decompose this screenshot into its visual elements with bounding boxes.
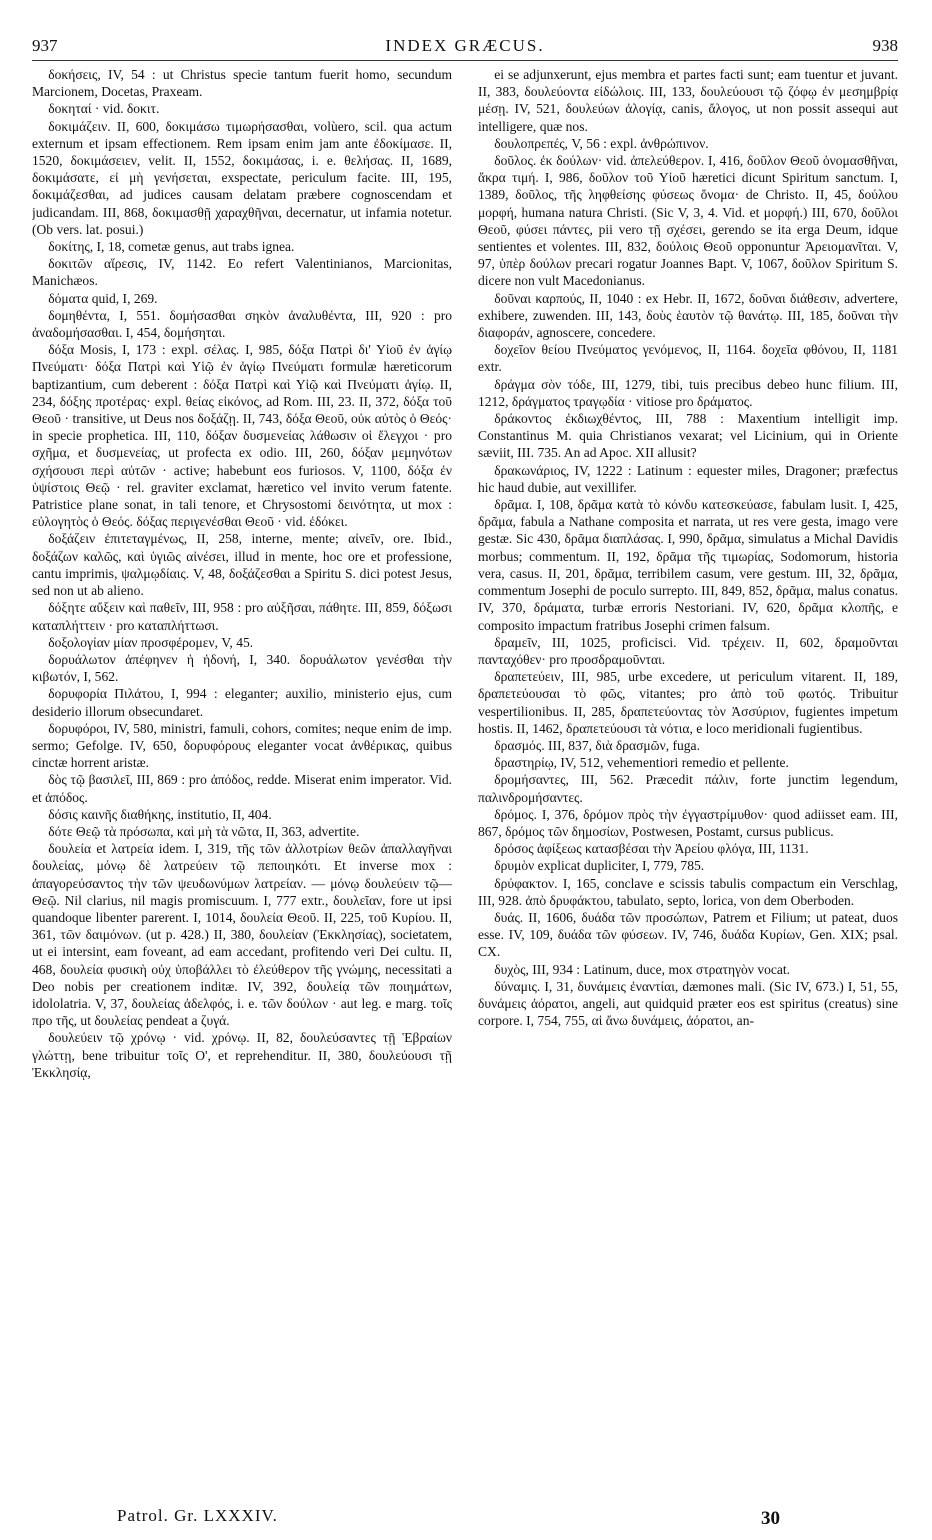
- index-entry: δοχεῖον θείου Πνεύματος γενόμενος, II, 1164. δοχεῖα φθόνου, II, 1181 extr.: [478, 342, 898, 375]
- index-entry: δύναμις. I, 31, δυνάμεις ἐναντίαι, dæmones mali. (Sic IV, 673.) I, 51, 55, δυνάμεις ἀόρατοι, angeli, aut quidquid præter eos est spiritus (creatus) sine corpore. I, 754, 755, αἱ ἄνω δυνάμεις, ἀόρατοι, an-: [478, 978, 898, 1029]
- signature-mark: Patrol. Gr. LXXXIV.: [117, 1506, 278, 1525]
- index-entry: δοκίτης, I, 18, cometæ genus, aut trabs ignea.: [48, 239, 295, 255]
- index-entry: δοξάζειν ἐπιτεταγμένως, II, 258, interne, mente; αἰνεῖν, ore. Ibid., δοξάζων καλῶς, καὶ ὑγιῶς αἰνέσει, illud in mente, hoc ore et professione, cantu imprimis, ψαλμῳδίαις. V, 48, δοξάζεσθαι a Spiritu S. dici potest Jesus, sed non ut ab alieno.: [32, 531, 452, 599]
- two-column-body: [32, 66, 898, 1500]
- index-entry: δοῦναι καρπούς, II, 1040 : ex Hebr. II, 1672, δοῦναι διάθεσιν, advertere, exhibere, zuwenden. III, 143, δοὺς ἑαυτὸν τῷ θανάτῳ. III, 185, δοῦναι τὴν διαφοράν, agnoscere, concedere.: [478, 290, 898, 341]
- index-entry: δοκιτῶν αἵρεσις, IV, 1142. Eo refert Valentinianos, Marcionitas, Manichæos.: [32, 256, 452, 289]
- index-entry: δορυφόροι, IV, 580, ministri, famuli, cohors, comites; neque enim de imp. sermo; Gefolge. IV, 650, δορυφόρους eleganter vocat ἀνθέρικας, quibus cinctæ horrent aristæ.: [32, 720, 452, 771]
- index-entry: δρύφακτον. I, 165, conclave e scissis tabulis compactum ein Verschlag, III, 928. ἀπὸ δρυφάκτου, tabulato, septo, lorica, von dem Oberboden.: [478, 875, 898, 908]
- index-entry: δουλοπρεπές, V, 56 : expl. ἀνθρώπινον.: [494, 135, 709, 151]
- running-head: [32, 36, 898, 58]
- index-entry: δοῦλος. ἐκ δούλων· vid. ἀπελεύθερον. I, 416, δοῦλον Θεοῦ ὀνομασθῆναι, ἄκρα τιμή. I, 986, δοῦλον τοῦ Υἱοῦ hæretici dicunt Spiritum sanctum. I, 1389, δοῦλος, τῆς ληφθείσης φύσεως ὄνομα· de Christo. II, 45, δούλου μορφή, humana natura Christi. (Sic V, 3, 4. Vid. et μορφή.) III, 670, δοῦλοι Θεοῦ, φύσει πάντες, pii vero τῇ σχέσει, gerendo se ita erga Deum, idque sentientes et volentes. III, 832, δούλοις Θεοῦ opponuntur Ἀρειομανῖται. V, 97, ὑπὲρ δούλων precari rogatur Joannes Bapt. V, 1067, δοῦλον Spiritum S. dicere non vult Macedonianus.: [478, 153, 898, 289]
- index-entry: δόσις καινῆς διαθήκης, institutio, II, 404.: [48, 806, 272, 822]
- index-entry: δραστηρίῳ, IV, 512, vehementiori remedio et pellente.: [494, 755, 789, 771]
- index-entry: δοξολογίαν μίαν προσφέρομεν, V, 45.: [48, 634, 254, 650]
- index-entry: δορυάλωτον ἀπέφηνεν ἡ ἡδονή, I, 340. δορυάλωτον γενέσθαι τὴν κιβωτόν, I, 562.: [32, 651, 452, 685]
- right-column: [478, 66, 898, 1500]
- header-rule: [32, 60, 898, 61]
- index-entry: δόματα quid, I, 269.: [48, 290, 158, 306]
- index-entry: δορυφορία Πιλάτου, I, 994 : eleganter; auxilio, ministerio ejus, cum desiderio illorum obsecundaret.: [32, 686, 452, 719]
- index-entry: δρᾶμα. I, 108, δρᾶμα κατὰ τὸ κόνδυ κατεσκεύασε, fabulam lusit. I, 425, δρᾶμα, fabula a Nathane composita et narrata, ut res vere gesta, imago vere gestæ. Sic 430, δρᾶμα διαπλάσας. I, 990, δρᾶμα, simulatus a Michal Davidis morbus; commentum. II, 192, δρᾶμα τῆς τιμωρίας, Sodomorum, historia vera, casus. II, 201, δρᾶμα, terribilem casum, vere gestum. III, 32, δρᾶμα, commentum Josephi de poculo surrepto. III, 849, 852, δρᾶμα, malus conatus. IV, 370, δράματα, turbæ erroris Nestoriani. IV, 620, δρᾶμα κλοπῆς, e composito impactum fratribus Josephi crimen falsum.: [478, 497, 898, 633]
- index-entry: δραμεῖν, III, 1025, proficisci. Vid. τρέχειν. II, 602, δραμοῦνται πανταχόθεν· pro προσδραμοῦνται.: [478, 634, 898, 667]
- sheet-number: 30: [761, 1508, 780, 1529]
- index-entry: δρυμὸν explicat dupliciter, I, 779, 785.: [494, 858, 705, 874]
- index-entry: δὸς τῷ βασιλεῖ, III, 869 : pro ἀπόδος, redde. Miserat enim imperator. Vid. et ἀπόδος.: [32, 772, 452, 805]
- index-entry: δόξητε αὔξειν καὶ παθεῖν, III, 958 : pro αὐξῆσαι, πάθητε. III, 859, δόξωσι καταπλήττειν · pro καταπλήττωσι.: [32, 600, 452, 633]
- index-entry: δρακωνάριος, IV, 1222 : Latinum : equester miles, Dragoner; præfectus hic haud dubie, aut vexillifer.: [478, 462, 898, 495]
- index-entry: δράγμα σὸν τόδε, III, 1279, tibi, tuis precibus debeo hunc filium. III, 1212, δράγματος τραγῳδία · vitiose pro δράματος.: [478, 376, 898, 409]
- index-entry: δρομήσαντες, III, 562. Præcedit πάλιν, forte junctim legendum, παλινδρομήσαντες.: [478, 772, 898, 805]
- index-entry: δραπετεύειν, III, 985, urbe excedere, ut periculum vitarent. II, 189, δραπετεύουσαι τὸ φῶς, vitantes; pro ἀπὸ τοῦ φωτός. Tribuitur vespertilionibus. II, 285, δραπετεύοντας τὸν Ἀσσύριον, fugientes impetum hostis. II, 1462, δραπετεύουσι τὰ νότια, e loco meridionali fugientibus.: [478, 669, 898, 736]
- page-title: INDEX GRÆCUS.: [385, 36, 545, 55]
- left-column: [32, 66, 452, 1500]
- index-entry: δρόσος ἀφίξεως κατασβέσαι τὴν Ἀρείου φλόγα, III, 1131.: [494, 841, 809, 857]
- index-entry: δράκοντος ἐκδιωχθέντος, III, 788 : Maxentium intelligit imp. Constantinus M. quia Christianos vexarat; vel Licinium, qui in Oriente sæviit, III. 735. An ad Apoc. XII allusit?: [478, 411, 898, 461]
- index-entry: δοκηταί · vid. δοκιτ.: [48, 101, 160, 117]
- column-number-left: 937: [32, 36, 58, 55]
- index-entry: δρόμος. I, 376, δρόμον πρὸς τὴν ἐγγαστρίμυθον· quod adiisset eam. III, 867, δρόμος τῶν δημοσίων, Postwesen, Postamt, cursus publicus.: [478, 806, 898, 839]
- index-entry: δοκήσεις, IV, 54 : ut Christus specie tantum fuerit homo, secundum Marcionem, Docetas, Praxeam.: [32, 67, 452, 100]
- page-footer: [32, 1500, 898, 1529]
- index-entry: δοκιμάζειν. II, 600, δοκιμάσω τιμωρήσασθαι, volùero, scil. qua actum externum et ipsam effectionem. Rem ipsam enim jam ante ἐδοκίμασε. II, 1520, δοκιμάσειεν, velit. II, 1552, δοκιμάσας, i. e. θελήσας. II, 1689, δοκιμάσατε, εἰ μὴ γενήσεται, exspectate, periculum facite. III, 195, δοκιμάζεσθαι, ad judices causam delatam præbere cognoscendam et judicandam. III, 868, δοκιμασθῇ χαραχθῆναι, decernatur, ut infamia notetur. (Ob vers. lat. posui.): [32, 118, 452, 237]
- index-entry: δομηθέντα, I, 551. δομήσασθαι σηκὸν ἀναλυθέντα, III, 920 : pro ἀναδομήσασθαι. I, 454, δομήσηται.: [32, 307, 452, 341]
- index-entry: δυάς. II, 1606, δυάδα τῶν προσώπων, Patrem et Filium; ut pateat, duos esse. IV, 109, δυάδα τῶν φύσεων. IV, 746, δυάδα Κυρίων, Gen. XIX; psal. CX.: [478, 909, 898, 960]
- index-entry: δουλεύειν τῷ χρόνῳ · vid. χρόνῳ. II, 82, δουλεύσαντες τῇ Ἑβραίων γλώττῃ, bene tribuitur τοῖς Ο', et reprehenditur. II, 380, δουλεύουσι τῇ Ἐκκλησίᾳ,: [32, 1030, 452, 1080]
- column-number-right: 938: [872, 36, 898, 55]
- index-entry: ei se adjunxerunt, ejus membra et partes facti sunt; eam tuentur et juvant. II, 383, δουλεύοντα εἰδώλοις. III, 133, δουλεύουσι τῷ ζόφῳ ἐν μεσημβρίᾳ μέσῃ. IV, 521, δουλεύων ἀλογίᾳ, canis, ἄλογος, ut non possit assequi aut intelligere, quæ nos.: [478, 67, 898, 134]
- index-entry: δότε Θεῷ τὰ πρόσωπα, καὶ μὴ τὰ νῶτα, II, 363, advertite.: [48, 823, 360, 839]
- index-entry: δόξα Mosis, I, 173 : expl. σέλας. I, 985, δόξα Πατρὶ δι' Υἱοῦ ἐν ἁγίῳ Πνεύματι· δόξα Πατρὶ καὶ Υἱῷ ἐν ἁγίῳ Πνεύματι formulæ hæreticorum baptizantium, cum deberent : δόξα Πατρὶ καὶ Υἱῷ καὶ Πνεύματι ἁγίῳ. II, 234, δόξης προτέρας· expl. θείας εἰκόνος, ad Rom. III, 23. II, 372, δόξα τοῦ Θεοῦ · transitive, ut Deus nos δοξάζῃ. II, 743, δόξα Θεοῦ, οὐκ αὐτὸς ὁ Θεός· in specie prophetica. III, 110, δόξαν δυσμενείας λάθωσιν οἱ ἔλεγχοι · pro σχῆμα, et δυσμενείας, ut profecta ex odio. III, 260, δόξαν μεμηνότων σχήσουσι περὶ αὐτῶν · active; habebunt eos furiosos. V, 1100, δόξα ἐν ὑψίστοις Θεῷ · rel. graviter exclamat, hæretico vel invito verum fatente. Patristice plane sonat, in tali tenore, et Chrysostomi δεινότητα, ut mox : εὐλογητὸς ὁ Θεός. δόξας περιγενέσθαι Θεοῦ · vid. ἐδόκει.: [32, 342, 452, 530]
- index-entry: δουλεία et λατρεία idem. I, 319, τῆς τῶν ἀλλοτρίων θεῶν ἀπαλλαγῆναι δουλείας, μόνῳ δὲ λατρεύειν τῷ πεποιηκότι. Et inverse mox : ἀπαγορεύσαντος τὴν τῶν ψευδωνύμων λατρείαν. — μόνῳ δουλεύειν τῷ—Θεῷ. Nil clarius, nil magis promiscuum. I, 777 extr., δουλεῖαν, fore ut ipsi quandoque libenter parerent. I, 1014, δουλεία Θεοῦ. II, 225, τοῦ Κυρίου. II, 361, τῶν δαιμόνων. (ut p. 428.) II, 380, δουλείαν (Ἐκκλησίας), societatem, ut ei intersint, eam foveant, ad eam accedant, profitendo veri Dei cultu. II, 468, δουλεία φυσικὴ οὐχ ὑποβάλλει τὸ ἐλεύθερον τῆς γνώμης, necessitati a Deo nobis per creationem inditæ. IV, 392, δουλείᾳ τῶν ποιημάτων, idololatria. V, 37, δουλείας ἀδελφός, i. e. τῶν δούλων · aut leg. e marg. τοῖς προ τῆς, ut δουλείας pendeat a ζυγά.: [32, 841, 452, 1029]
- index-entry: δρασμός. III, 837, διὰ δρασμῶν, fuga.: [494, 737, 700, 753]
- index-entry: δυχὸς, III, 934 : Latinum, duce, mox στρατηγὸν vocat.: [494, 961, 791, 977]
